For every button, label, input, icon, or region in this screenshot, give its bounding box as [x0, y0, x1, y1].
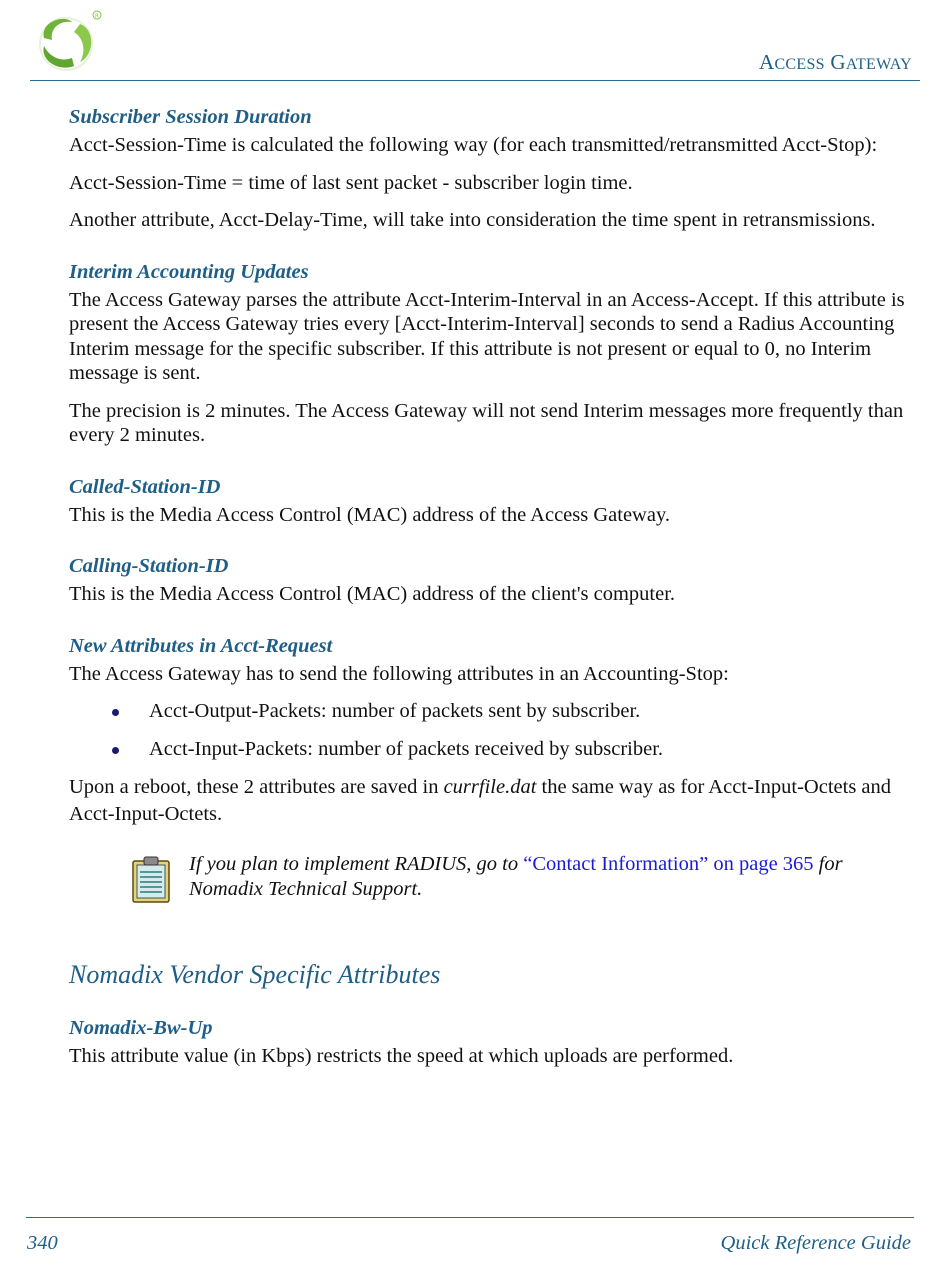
list-item: Acct-Input-Packets: number of packets received by subscriber.: [69, 737, 915, 762]
section-heading-called-station: Called-Station-ID: [69, 475, 221, 498]
section-heading-bw-up: Nomadix-Bw-Up: [69, 1017, 213, 1039]
note-text: If you plan to implement RADIUS, go to “Contact Information” on page 365 for Nomadix Technical Support.: [189, 853, 843, 900]
section-heading-session-duration: Subscriber Session Duration: [69, 106, 312, 128]
paragraph: The Access Gateway parses the attribute Acct-Interim-Interval in an Access-Accept. If this attribute is present the Access Gateway tries every [Acct-Interim-Interval] seconds to send a Radius Accounting Interim message for the specific subscriber. If this attribute is not present or equal to 0, no Interim message is sent.: [69, 288, 905, 384]
section-heading-interim: Interim Accounting Updates: [69, 260, 309, 283]
page-content: [69, 104, 915, 1069]
contact-information-link[interactable]: “Contact Information” on page 365: [523, 853, 814, 875]
paragraph: This attribute value (in Kbps) restricts the speed at which uploads are performed.: [69, 1045, 734, 1067]
section-title-vendor-attributes: Nomadix Vendor Specific Attributes: [69, 960, 441, 989]
page-number: 340: [27, 1232, 58, 1254]
header-rule: [30, 80, 920, 81]
bullet-icon: [112, 747, 119, 754]
list-item: Acct-Output-Packets: number of packets sent by subscriber.: [69, 699, 915, 724]
attribute-list: [69, 699, 915, 761]
bullet-icon: [112, 709, 119, 716]
paragraph: The Access Gateway has to send the following attributes in an Accounting-Stop:: [69, 662, 729, 685]
paragraph: This is the Media Access Control (MAC) address of the client's computer.: [69, 583, 676, 605]
footer-guide-title: Quick Reference Guide: [720, 1232, 911, 1254]
paragraph: This is the Media Access Control (MAC) address of the Access Gateway.: [69, 503, 671, 526]
svg-text:R: R: [95, 13, 99, 20]
paragraph: The precision is 2 minutes. The Access Gateway will not send Interim messages more frequently than every 2 minutes.: [69, 399, 904, 446]
nomadix-logo: [30, 8, 106, 72]
notepad-icon: [131, 856, 171, 904]
section-heading-calling-station: Calling-Station-ID: [69, 555, 229, 577]
paragraph: Acct-Session-Time is calculated the following way (for each transmitted/retransmitted Acct-Stop):: [69, 134, 878, 156]
paragraph: Another attribute, Acct-Delay-Time, will take into consideration the time spent in retransmissions.: [69, 209, 876, 231]
note-callout: [69, 852, 915, 901]
paragraph: Acct-Session-Time = time of last sent packet - subscriber login time.: [69, 171, 633, 194]
section-heading-new-attributes: New Attributes in Acct-Request: [69, 634, 333, 657]
footer-rule: [26, 1217, 914, 1218]
paragraph: Upon a reboot, these 2 attributes are saved in currfile.dat the same way as for Acct-Input-Octets and Acct-Input-Octets.: [69, 776, 892, 825]
header-title: ACCESS GATEWAY: [758, 50, 912, 74]
